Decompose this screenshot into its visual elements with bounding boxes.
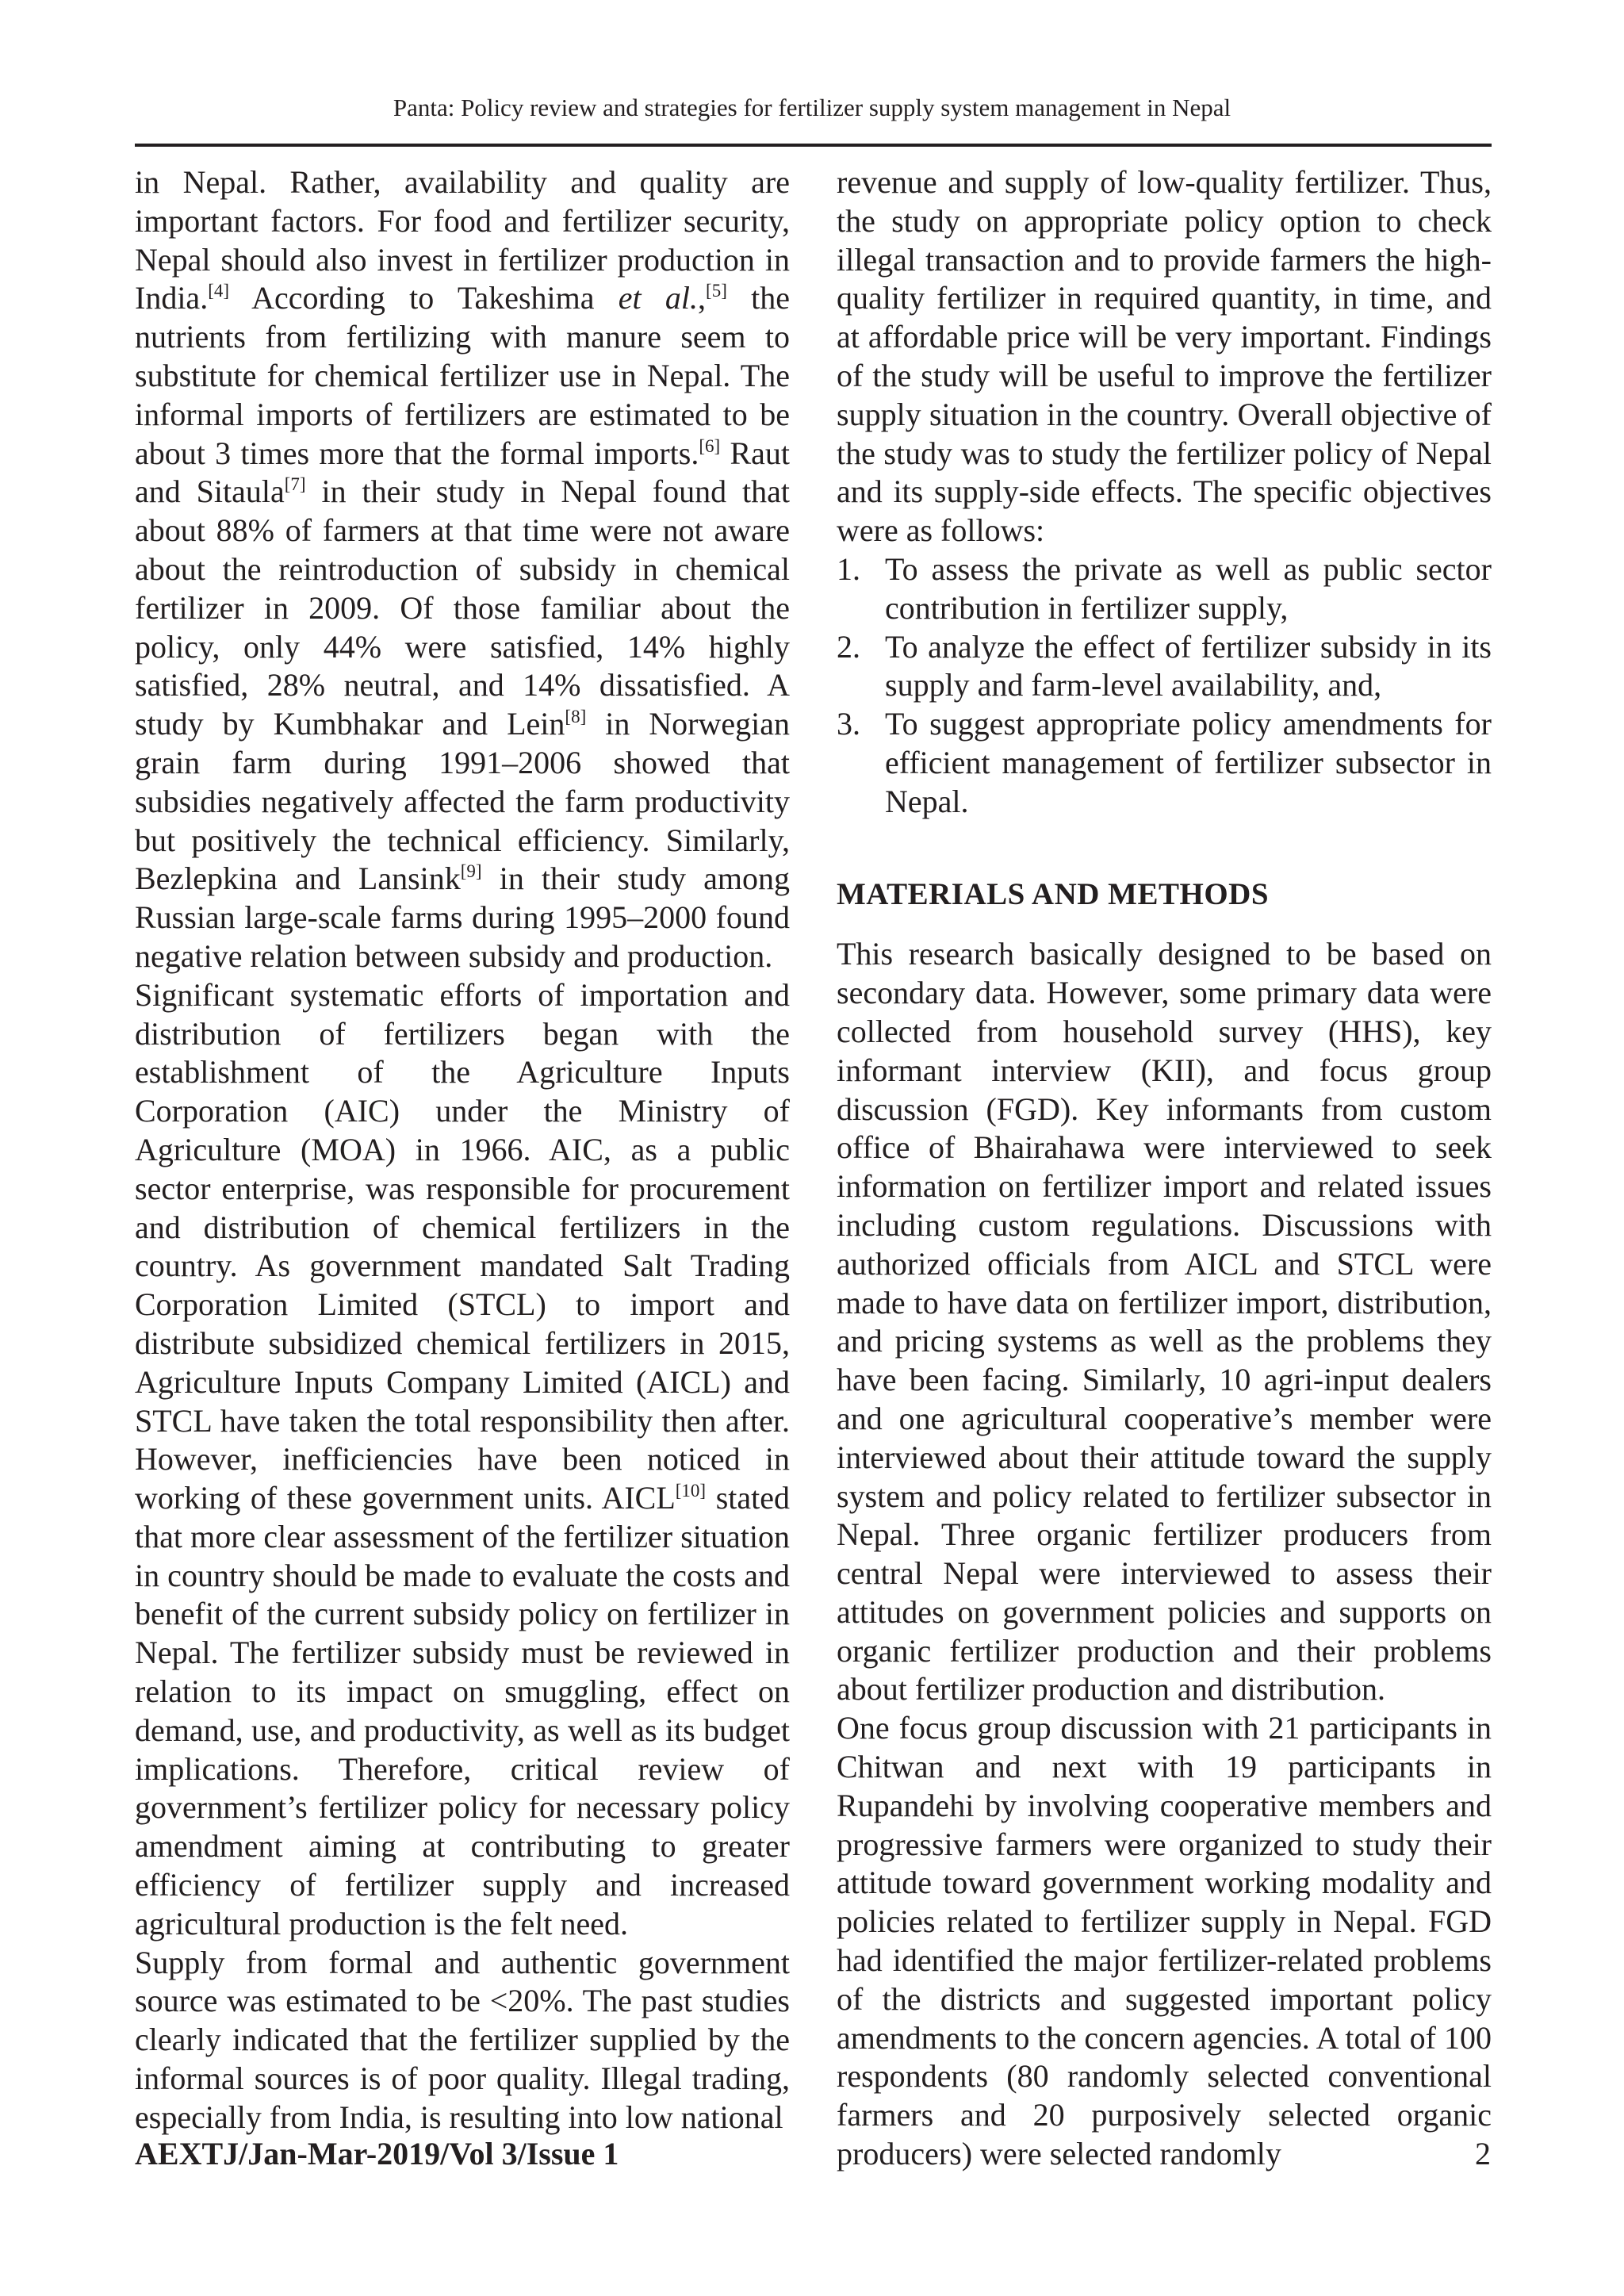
footer-journal-info: AEXTJ/Jan-Mar-2019/Vol 3/Issue 1	[135, 2136, 619, 2171]
citation-ref: [9]	[460, 861, 482, 882]
left-column	[135, 163, 790, 2137]
citation-ref: [5]	[706, 281, 727, 301]
paragraph-supply: Supply from formal and authentic government source was estimated to be <20%. The past studies clearly indicated that the fertilizer supplied by the informal sources is of poor quality. Illegal trading, especially from India, is resulting into low national	[135, 1944, 790, 2135]
section-heading-materials-methods: MATERIALS AND METHODS	[837, 876, 1270, 911]
list-number: 3.	[837, 706, 860, 742]
list-item: 3. To suggest appropriate policy amendments for efficient management of fertilizer subsector in Nepal.	[837, 706, 1492, 819]
page-number: 2	[1475, 2136, 1491, 2171]
et-al: et al.	[618, 280, 699, 316]
right-column	[837, 163, 1492, 2174]
paragraph-fgd: One focus group discussion with 21 participants in Chitwan and next with 19 participants in Rupandehi by involving cooperative members and progressive farmers were organized to study their attitude toward government working modality and policies related to fertilizer supply in Nepal. FGD had identified the major fertilizer-related problems of the districts and suggested important policy amendments to the concern agencies. A total of 100 respondents (80 randomly selected conventional farmers and 20 purposively selected organic producers) were selected randomly	[837, 1710, 1492, 2172]
citation-ref: [8]	[565, 707, 587, 727]
citation-ref: [6]	[699, 435, 721, 456]
paragraph-objectives-intro: revenue and supply of low-quality fertilizer. Thus, the study on appropriate policy option to check illegal transaction and to provide farmers the high-quality fertilizer in required quantity, in time, and at affordable price will be very important. Findings of the study will be useful to improve the fertilizer supply situation in the country. Overall objective of the study was to study the fertilizer policy of Nepal and its supply-side effects. The specific objectives were as follows:	[837, 164, 1492, 549]
paragraph-methods: This research basically designed to be based on secondary data. However, some primary data were collected from household survey (HHS), key informant interview (KII), and focus group discussion (FGD). Key informants from custom office of Bhairahawa were interviewed to seek information on fertilizer import and related issues including custom regulations. Discussions with authorized officials from AICL and STCL were made to have data on fertilizer import, distribution, and pricing systems as well as the problems they have been facing. Similarly, 10 agri-input dealers and one agricultural cooperative’s member were interviewed about their attitude toward the supply system and policy related to fertilizer subsector in Nepal. Three organic fertilizer producers from central Nepal were interviewed to assess their attitudes on government policies and supports on organic fertilizer production and their problems about fertilizer production and distribution.	[837, 936, 1492, 1708]
citation-ref: [4]	[208, 281, 230, 301]
citation-ref: [7]	[284, 474, 306, 495]
list-item: 1. To assess the private as well as public sector contribution in fertilizer supply,	[837, 550, 1492, 626]
header-rule	[135, 144, 1492, 147]
list-number: 2.	[837, 628, 860, 665]
citation-ref: [10]	[675, 1481, 707, 1501]
list-number: 1.	[837, 550, 860, 587]
list-item: 2. To analyze the effect of fertilizer subsidy in its supply and farm-level availability, and,	[837, 628, 1492, 703]
running-head-title: Panta: Policy review and strategies for fertilizer supply system management in Nepal	[393, 94, 1231, 121]
paragraph-literature-review: in Nepal. Rather, availability and quality are important factors. For food and fertilizer security, Nepal should also invest in fertilizer production in India.[4] According to Takeshima et al.,[5] the nutrients from fertilizing with manure seem to substitute for chemical fertilizer use in Nepal. The informal imports of fertilizers are estimated to be about 3 times more that the formal imports.[6] Raut and Sitaula[7] in their study in Nepal found that about 88% of farmers at that time were not aware about the reintroduction of subsidy in chemical fertilizer in 2009. Of those familiar about the policy, only 44% were satisfied, 14% highly satisfied, 28% neutral, and 14% dissatisfied. A study by Kumbhakar and Lein[8] in Norwegian grain farm during 1991–2006 showed that subsidies negatively affected the farm productivity but positively the technical efficiency. Similarly, Bezlepkina and Lansink[9] in their study among Russian large-scale farms during 1995–2000 found negative relation between subsidy and production.	[135, 164, 791, 974]
objectives-list	[837, 550, 1492, 822]
paragraph-history: Significant systematic efforts of importation and distribution of fertilizers began with the establishment of the Agriculture Inputs Corporation (AIC) under the Ministry of Agriculture (MOA) in 1966. AIC, as a public sector enterprise, was responsible for procurement and distribution of chemical fertilizers in the country. As government mandated Salt Trading Corporation Limited (STCL) to import and distribute subsidized chemical fertilizers in 2015, Agriculture Inputs Company Limited (AICL) and STCL have taken the total responsibility then after. However, inefficiencies have been noticed in working of these government units. AICL[10] stated that more clear assessment of the fertilizer situation in country should be made to evaluate the costs and benefit of the current subsidy policy on fertilizer in Nepal. The fertilizer subsidy must be reviewed in relation to its impact on smuggling, effect on demand, use, and productivity, as well as its budget implications. Therefore, critical review of government’s fertilizer policy for necessary policy amendment aiming at contributing to greater efficiency of fertilizer supply and increased agricultural production is the felt need.	[135, 976, 790, 1941]
